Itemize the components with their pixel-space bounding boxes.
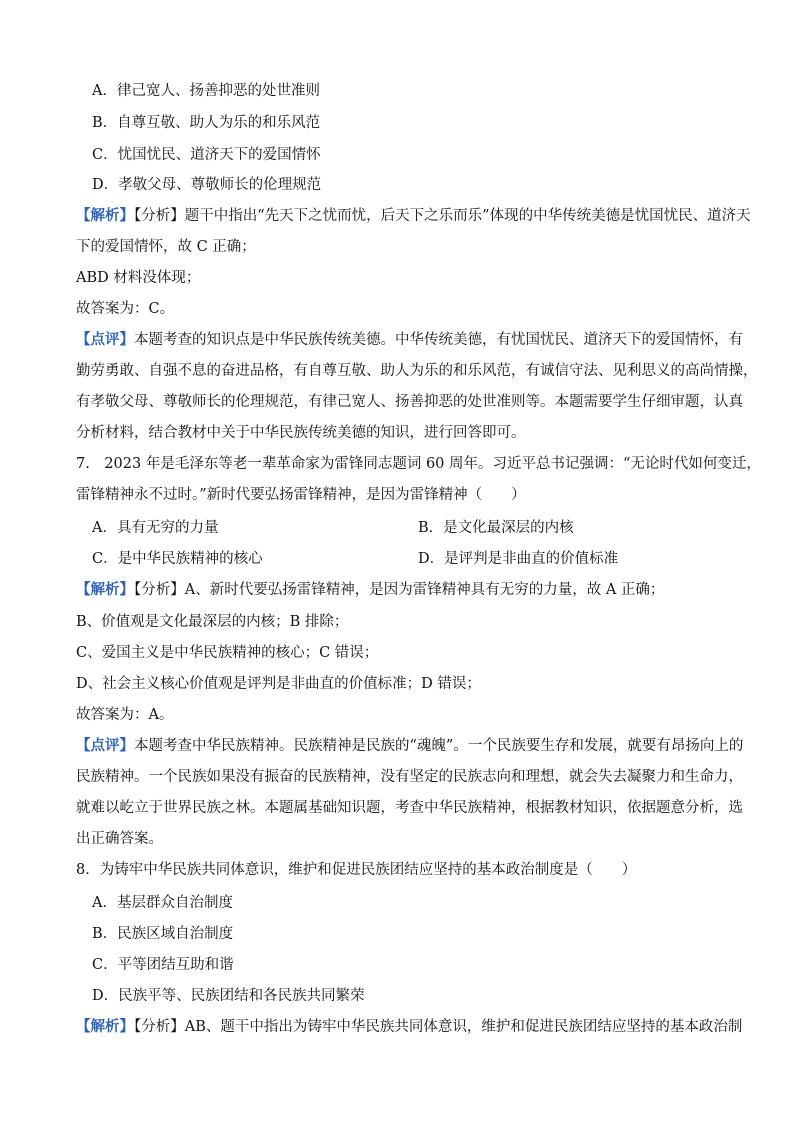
q7-option-b: B．是文化最深层的内核	[418, 520, 574, 536]
q8-option-b: B．民族区域自治制度	[92, 926, 234, 942]
q7-analysis-line-1	[76, 580, 776, 600]
q8-stem: 8．为铸牢中华民族共同体意识，维护和促进民族团结应坚持的基本政治制度是（ ）	[76, 862, 637, 878]
q6-option-d: D．孝敬父母、尊敬师长的伦理规范	[92, 177, 322, 193]
fenxi-tag: 【分析】	[134, 208, 185, 224]
q7-option-a: A．具有无穷的力量	[92, 520, 219, 536]
q6-analysis-line-3: ABD 材料没体现；	[76, 270, 201, 286]
analysis-tag: 【解析】	[76, 207, 134, 224]
q7-option-d: D．是评判是非曲直的价值标准	[418, 551, 619, 567]
q8-option-a: A．基层群众自治制度	[92, 895, 233, 911]
q8-option-d: D．民族平等、民族团结和各民族共同繁荣	[92, 988, 365, 1004]
q7-analysis-line-4: D、社会主义核心价值观是评判是非曲直的价值标准；D 错误；	[76, 676, 481, 692]
q6-review-line-3: 有孝敬父母、尊敬师长的伦理规范，有律己宽人、扬善抑恶的处世准则等。本题需要学生仔细审题，认真	[76, 394, 743, 410]
q7-option-c: C．是中华民族精神的核心	[92, 551, 263, 567]
review-tag: 【点评】	[76, 737, 134, 754]
q6-answer: 故答案为：C。	[76, 301, 175, 317]
q7-review-line-3: 就难以屹立于世界民族之林。本题属基础知识题，考查中华民族精神，根据教材知识，依据题意分析，选	[76, 800, 743, 816]
q6-option-a: A．律己宽人、扬善抑恶的处世准则	[92, 83, 320, 99]
q6-option-b: B．自尊互敬、助人为乐的和乐风范	[92, 115, 321, 131]
q6-option-c: C．忧国忧民、道济天下的爱国情怀	[92, 147, 321, 163]
q8-analysis-text-1: AB、题干中指出为铸牢中华民族共同体意识，维护和促进民族团结应坚持的基本政治制	[184, 1019, 743, 1035]
fenxi-tag: 【分析】	[134, 582, 185, 598]
q7-analysis-text-1: A、新时代要弘扬雷锋精神，是因为雷锋精神具有无穷的力量，故 A 正确；	[184, 582, 665, 598]
q7-answer: 故答案为：A。	[76, 707, 174, 723]
q7-review-line-4: 出正确答案。	[76, 831, 163, 847]
q8-option-c: C．平等团结互助和谐	[92, 957, 234, 973]
q7-review-line-1	[76, 736, 776, 756]
q6-review-line-1	[76, 330, 776, 350]
analysis-tag: 【解析】	[76, 581, 134, 598]
q7-stem-line-2: 雷锋精神永不过时。”新时代要弘扬雷锋精神，是因为雷锋精神（ ）	[76, 487, 526, 503]
q7-review-line-2: 民族精神。一个民族如果没有振奋的民族精神，没有坚定的民族志向和理想，就会失去凝聚力和生命力，	[76, 769, 743, 785]
analysis-tag: 【解析】	[76, 1018, 134, 1035]
q6-review-line-2: 勤劳勇敢、自强不息的奋进品格，有自尊互敬、助人为乐的和乐风范，有诚信守法、见利思义的高尚情操，	[76, 363, 758, 379]
q6-review-text-1: 本题考查的知识点是中华民族传统美德。中华传统美德，有忧国忧民、道济天下的爱国情怀，有	[134, 332, 743, 348]
q6-analysis-text-1: 题干中指出“先天下之忧而忧，后天下之乐而乐”体现的中华传统美德是忧国忧民、道济天	[184, 208, 751, 224]
q6-analysis-line-2: 下的爱国情怀，故 C 正确；	[76, 239, 256, 255]
q7-review-text-1: 本题考查中华民族精神。民族精神是民族的“魂魄”。一个民族要生存和发展，就要有昂扬向上的	[134, 738, 744, 754]
fenxi-tag: 【分析】	[134, 1019, 185, 1035]
q8-analysis-line-1	[76, 1017, 776, 1037]
q6-review-line-4: 分析材料，结合教材中关于中华民族传统美德的知识，进行回答即可。	[76, 425, 526, 441]
review-tag: 【点评】	[76, 331, 134, 348]
q6-analysis-line-1	[76, 206, 776, 226]
q7-analysis-line-3: C、爱国主义是中华民族精神的核心；C 错误；	[76, 645, 379, 661]
q7-stem-line-1: 7. 2023 年是毛泽东等老一辈革命家为雷锋同志题词 60 周年。习近平总书记强调：“无论时代如何变迁，	[76, 456, 761, 472]
q7-analysis-line-2: B、价值观是文化最深层的内核；B 排除；	[76, 614, 349, 630]
